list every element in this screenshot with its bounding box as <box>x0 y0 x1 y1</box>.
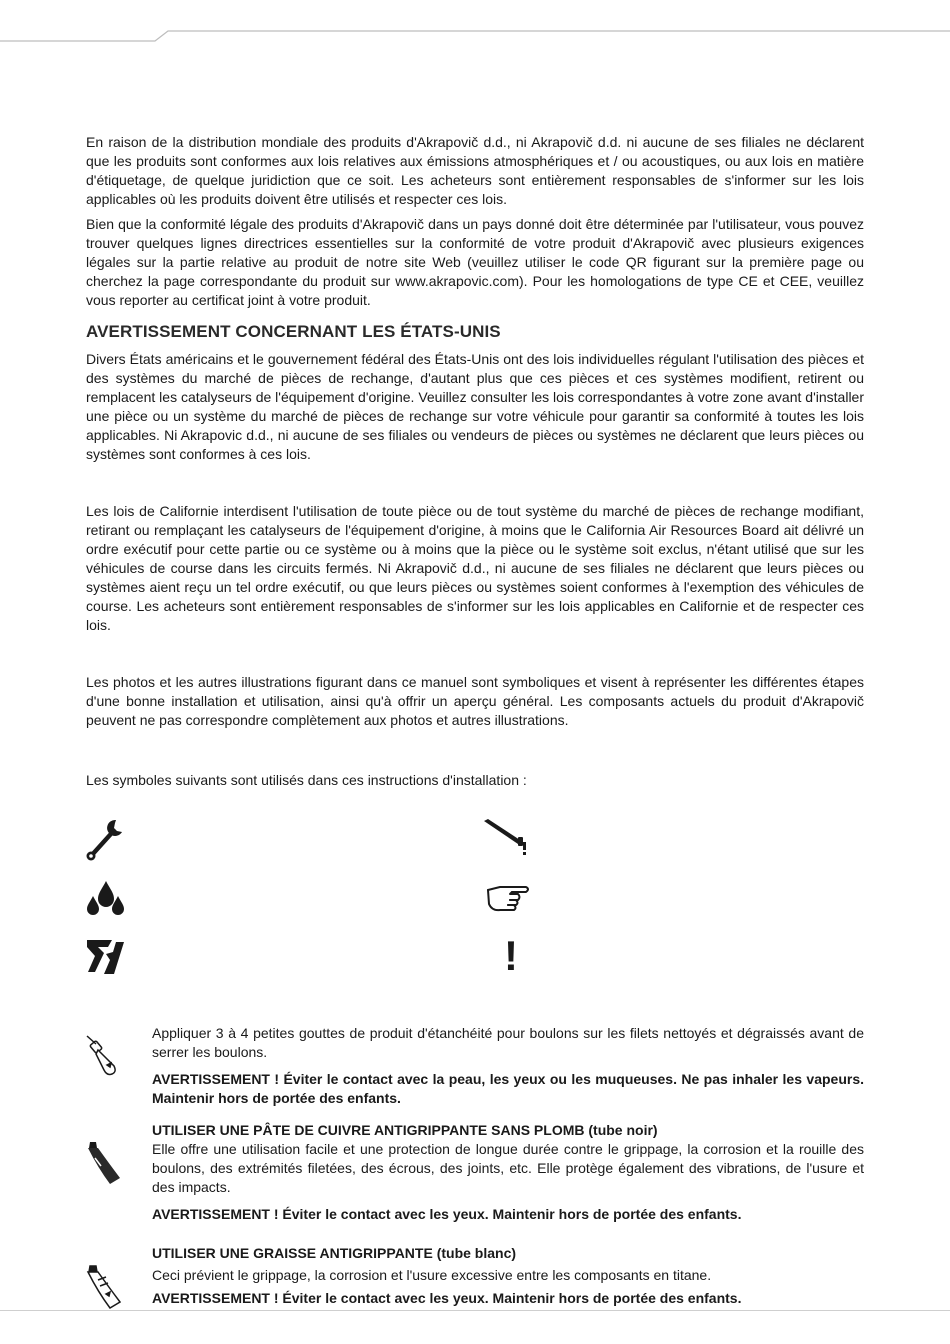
us-warning-paragraph-1: Divers États américains et le gouvernement fédéral des États-Unis ont des lois individuelles régulant l'utilisation des pièces et des systèmes du marché de pièces de rechange, d'autant plus que ces pièces et ces systèmes modifient, retirent ou remplacent les catalyseurs de l'équipement d'origine. Veuillez consulter les lois correspondantes à votre zone avant d'installer une pièce ou un système du marché de pièces de rechange sur votre véhicule pour garantir sa conformité à toutes les lois applicables. Ni Akrapovic d.d., ni aucune de ses filiales ou vendeurs de pièces ou systèmes ne déclarent que leurs pièces ou systèmes sont conformes à ces lois. <box>86 351 864 462</box>
sealant-bottle-icon <box>84 1032 126 1078</box>
wrench-icon <box>86 818 126 862</box>
us-warning-title: AVERTISSEMENT CONCERNANT LES ÉTATS-UNIS <box>86 322 501 341</box>
grease-tube-icon <box>84 1264 126 1310</box>
sealant-warning: AVERTISSEMENT ! Éviter le contact avec la peau, les yeux ou les muqueuses. Ne pas inhaler les vapeurs. Maintenir hors de portée des enfants. <box>152 1071 864 1106</box>
intro-paragraph-2: Bien que la conformité légale des produits d'Akrapovič dans un pays donné doit être déterminée par l'utilisateur, vous pouvez trouver quelques lignes directrices essentielles sur la conformité de votre produit d'Akrapovič avec plusieurs exigences légales sur la partie relative au produit de notre site Web (veuillez utiliser le code QR figurant sur la première page ou cherchez la page correspondante du produit sur www.akrapovic.com). Pour les homologations de type CE et CEE, veuillez vous reporter au certificat joint à votre produit. <box>86 216 864 308</box>
copper-warning: AVERTISSEMENT ! Éviter le contact avec les yeux. Maintenir hors de portée des enfants. <box>152 1206 742 1222</box>
main-text <box>86 133 864 790</box>
copper-text: Elle offre une utilisation facile et une protection de longue durée contre le grippage, la corrosion et la rouille des boulons, des extrémités filetées, des écrous, des joints, etc. Elle protège également des vibrations, de l'usure et des impacts. <box>152 1141 864 1195</box>
symbol-legend <box>86 818 864 983</box>
intro-paragraph-1: En raison de la distribution mondiale des produits d'Akrapovič d.d., ni Akrapovič d.d. ni aucune de ses filiales ne déclarent que les produits sont conformes aux lois relatives aux émissions atmosphériques et / ou acoustiques, ou aux lois en matière d'étiquetage, de quelque juridiction que ce soit. Les acheteurs sont entièrement responsables de s'informer sur les lois applicables où les produits doivent être utilisés et respecter ces lois. <box>86 134 864 207</box>
grease-text: Ceci prévient le grippage, la corrosion et l'usure excessive entre les composants en titane. <box>152 1267 712 1283</box>
torque-wrench-icon <box>482 818 530 858</box>
copper-title: UTILISER UNE PÂTE DE CUIVRE ANTIGRIPPANTE SANS PLOMB (tube noir) <box>152 1122 658 1138</box>
grease-warning: AVERTISSEMENT ! Éviter le contact avec les yeux. Maintenir hors de portée des enfants. <box>152 1290 742 1306</box>
footer-line <box>0 1310 950 1311</box>
product-grease <box>152 1244 864 1308</box>
akrapovic-logo-icon <box>86 938 126 976</box>
california-paragraph: Les lois de Californie interdisent l'utilisation de toute pièce ou de tout système du marché de pièces de rechange modifiant, retirant ou remplaçant les catalyseurs de l'équipement d'origine, à moins que le California Air Resources Board ait délivré un ordre exécutif pour cette partie ou ce système ou à moins que la pièce ou le système soit exclus, n'étant utilisé que sur les véhicules de course dans les circuits fermés. Ni Akrapovič d.d., ni aucune de ses filiales ne déclarent que leurs pièces ou systèmes aient reçu un tel ordre exécutif, ou que leurs pièces ou systèmes soient conformes à l'exemption des véhicules de course. Les acheteurs sont entièrement responsables de s'informer sur les lois applicables en Californie et de respecter ces lois. <box>86 503 864 633</box>
grease-title: UTILISER UNE GRAISSE ANTIGRIPPANTE (tube blanc) <box>152 1245 517 1261</box>
exclamation-icon: ! <box>504 932 518 979</box>
sealant-text: Appliquer 3 à 4 petites gouttes de produit d'étanchéité pour boulons sur les filets nettoyés et dégraissés avant de serrer les boulons. <box>152 1025 864 1060</box>
copper-paste-tube-icon <box>84 1140 126 1186</box>
symbols-intro: Les symboles suivants sont utilisés dans ces instructions d'installation : <box>86 772 527 788</box>
header-decoration <box>0 0 950 45</box>
product-copper-paste <box>152 1121 864 1224</box>
liquid-drops-icon <box>86 880 126 916</box>
product-sealant <box>152 1024 864 1108</box>
photos-note: Les photos et les autres illustrations figurant dans ce manuel sont symboliques et visent à représenter les différentes étapes d'une bonne installation et utilisation, ainsi qu'à offrir un aperçu général. Les composants actuels du produit d'Akrapovič peuvent ne pas correspondre complètement aux photos et autres illustrations. <box>86 674 864 728</box>
pointing-hand-icon <box>486 882 532 914</box>
